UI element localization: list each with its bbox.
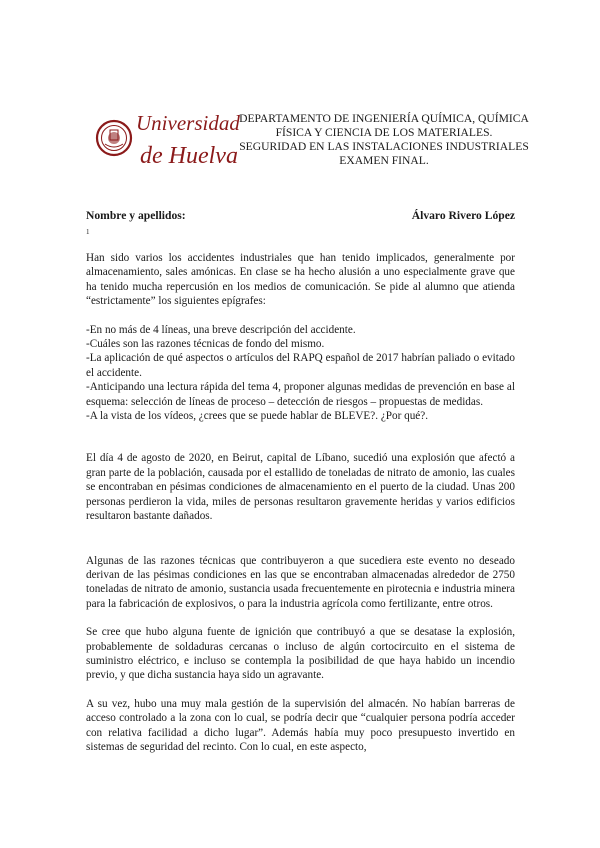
header-line-2: FÍSICA Y CIENCIA DE LOS MATERIALES. [275, 126, 493, 139]
logo-text-line2: de Huelva [140, 143, 238, 169]
technical-reasons-paragraph-3: A su vez, hubo una muy mala gestión de la supervisión del almacén. No habían barreras de acceso controlado a la zona con lo cual, se podría decir que “cualquier persona podría acceder con relativa facilidad a dicho lugar”. Además había muy poco presupuesto invertido en sistemas de seguridad del recinto. Con lo cual, en este aspecto, [86, 697, 515, 753]
header-line-4: EXAMEN FINAL. [339, 154, 429, 167]
logo-text-line1: Universidad [136, 111, 240, 135]
technical-reasons-paragraph-1: Algunas de las razones técnicas que contribuyeron a que sucediera este evento no deseado derivan de las pésimas condiciones en las que se encontraban almacenadas alrededor de 2750 toneladas de nitrato de amonio, sustancia usada frecuentemente en pirotecnia e industria minera para la fabricación de explosivos, o para la industria agrícola como fertilizante, entre otros. [86, 554, 515, 610]
question-item: -A la vista de los vídeos, ¿crees que se puede hablar de BLEVE?. ¿Por qué?. [86, 410, 429, 423]
header-line-3: SEGURIDAD EN LAS INSTALACIONES INDUSTRIALES [239, 140, 529, 153]
name-label: Nombre y apellidos: [86, 209, 186, 222]
technical-reasons-paragraph-2: Se cree que hubo alguna fuente de ignición que contribuyó a que se desatase la explosión, probablemente de soldaduras cercanas o incluso de algún cortocircuito en el sistema de suministro eléctrico, e incluso se contempla la posibilidad de que haya habido un incendio previo, y que dicha sustancia haya sido un agravante. [86, 626, 515, 682]
stray-mark: 1 [86, 228, 90, 236]
seal-icon [97, 121, 131, 155]
question-item: -La aplicación de qué aspectos o artículos del RAPQ español de 2017 habrían paliado o evitado el accidente. [86, 352, 515, 379]
university-logo-graphic [96, 100, 240, 182]
name-value: Álvaro Rivero López [411, 209, 515, 222]
document-header [228, 112, 540, 168]
exam-intro: Han sido varios los accidentes industriales que han tenido implicados, generalmente por almacenamiento, sales amónicas. En clase se ha hecho alusión a uno especialmente grave que ha tenido mucha repercusión en los medios de comunicación. Se pide al alumno que atienda “estrictamente” los siguientes epígrafes: [86, 252, 515, 308]
document-body [86, 251, 515, 754]
question-item: -Anticipando una lectura rápida del tema 4, proponer algunas medidas de prevención en base al esquema: selección de líneas de proceso – detección de riesgos – propuestas de medidas. [86, 381, 515, 408]
question-item: -En no más de 4 líneas, una breve descripción del accidente. [86, 323, 356, 336]
question-item: -Cuáles son las razones técnicas de fondo del mismo. [86, 338, 325, 351]
header-line-1: DEPARTAMENTO DE INGENIERÍA QUÍMICA, QUÍMICA [239, 112, 529, 125]
university-logo [96, 100, 240, 182]
accident-description: El día 4 de agosto de 2020, en Beirut, capital de Líbano, sucedió una explosión que afectó a gran parte de la población, causada por el estallido de toneladas de nitrato de amonio, las cuales se encontraban en pésimas condiciones de almacenamiento en el puerto de la ciudad. Unas 200 personas perdieron la vida, miles de personas resultaron gravemente heridas y varios edificios resultaron bastante dañados. [86, 452, 515, 523]
